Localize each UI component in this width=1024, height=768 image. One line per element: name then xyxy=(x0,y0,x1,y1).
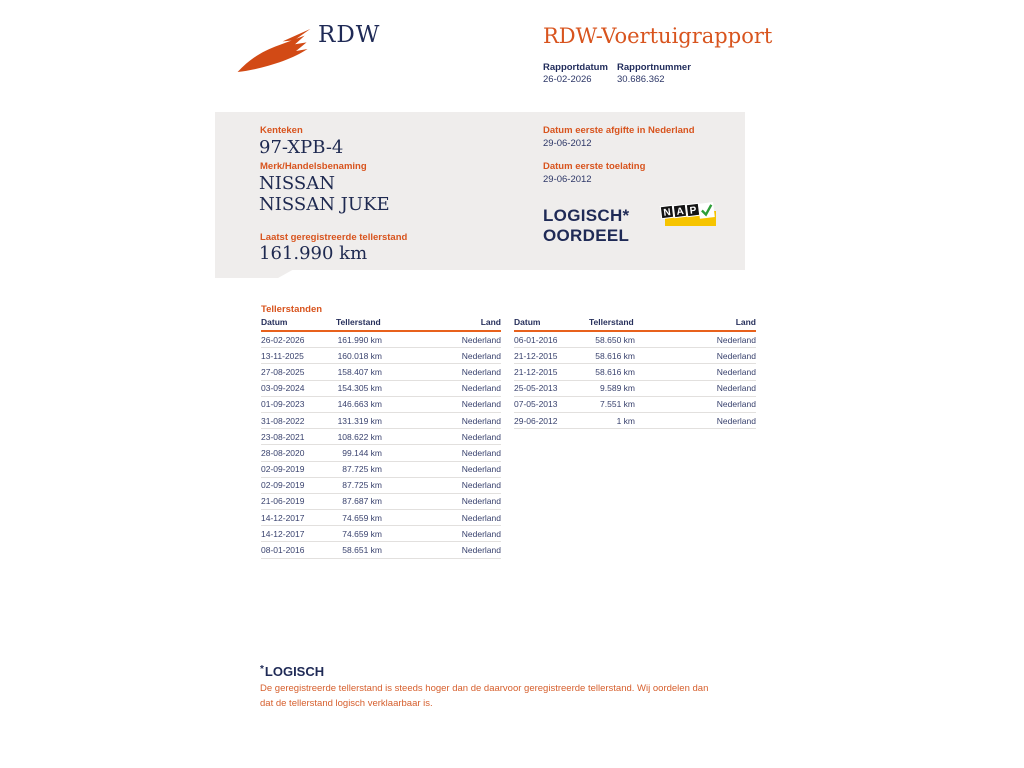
rdw-logo-wing-icon xyxy=(236,27,312,73)
odometer-cell: 146.663 km xyxy=(336,396,382,412)
footnote-title xyxy=(260,664,324,679)
table-row xyxy=(514,331,756,348)
nap-letter-n: N xyxy=(662,207,672,219)
nap-letter-a: A xyxy=(675,206,685,218)
country-cell: Nederland xyxy=(382,542,501,558)
country-cell: Nederland xyxy=(382,493,501,509)
odometer-cell: 154.305 km xyxy=(336,380,382,396)
table-row xyxy=(261,445,501,461)
date-cell: 21-06-2019 xyxy=(261,493,336,509)
column-header-tellerstand: Tellerstand xyxy=(336,317,382,331)
country-cell: Nederland xyxy=(382,331,501,348)
country-cell: Nederland xyxy=(382,510,501,526)
date-cell: 26-02-2026 xyxy=(261,331,336,348)
table-row xyxy=(261,364,501,380)
odometer-cell: 99.144 km xyxy=(336,445,382,461)
table-row xyxy=(261,493,501,509)
country-cell: Nederland xyxy=(635,348,756,364)
date-cell: 01-09-2023 xyxy=(261,396,336,412)
table-row xyxy=(261,461,501,477)
toelating-label: Datum eerste toelating xyxy=(543,161,646,172)
odometer-cell: 58.651 km xyxy=(336,542,382,558)
tellerstand-value: 161.990 km xyxy=(259,243,368,264)
date-cell: 14-12-2017 xyxy=(261,526,336,542)
odometer-cell: 158.407 km xyxy=(336,364,382,380)
table-row xyxy=(261,510,501,526)
odometer-cell: 108.622 km xyxy=(336,429,382,445)
country-cell: Nederland xyxy=(382,380,501,396)
tellerstanden-table-left xyxy=(261,317,501,559)
afgifte-label: Datum eerste afgifte in Nederland xyxy=(543,125,695,136)
table-header-row xyxy=(261,317,501,331)
country-cell: Nederland xyxy=(382,412,501,428)
country-cell: Nederland xyxy=(382,477,501,493)
table-row xyxy=(514,396,756,412)
page-title: RDW-Voertuigrapport xyxy=(543,24,773,48)
report-date-value: 26-02-2026 xyxy=(543,74,592,85)
footnote-title-text: LOGISCH xyxy=(264,664,325,679)
country-cell: Nederland xyxy=(382,445,501,461)
country-cell: Nederland xyxy=(382,364,501,380)
odometer-cell: 58.650 km xyxy=(589,331,635,348)
table-row xyxy=(261,380,501,396)
table-row xyxy=(261,396,501,412)
table-row xyxy=(514,412,756,428)
nap-logo xyxy=(659,202,717,235)
column-header-land: Land xyxy=(382,317,501,331)
column-header-tellerstand: Tellerstand xyxy=(589,317,635,331)
date-cell: 14-12-2017 xyxy=(261,510,336,526)
date-cell: 25-05-2013 xyxy=(514,380,589,396)
country-cell: Nederland xyxy=(382,348,501,364)
merk-value: NISSAN NISSAN JUKE xyxy=(259,173,390,215)
odometer-cell: 87.687 km xyxy=(336,493,382,509)
oordeel-line2: OORDEEL xyxy=(543,226,630,245)
date-cell: 21-12-2015 xyxy=(514,364,589,380)
afgifte-value: 29-06-2012 xyxy=(543,138,592,149)
odometer-cell: 160.018 km xyxy=(336,348,382,364)
tellerstand-label: Laatst geregistreerde tellerstand xyxy=(260,232,408,243)
odometer-cell: 74.659 km xyxy=(336,510,382,526)
date-cell: 06-01-2016 xyxy=(514,331,589,348)
country-cell: Nederland xyxy=(382,429,501,445)
date-cell: 23-08-2021 xyxy=(261,429,336,445)
country-cell: Nederland xyxy=(635,331,756,348)
odometer-cell: 161.990 km xyxy=(336,331,382,348)
footnote-asterisk: * xyxy=(260,664,264,675)
date-cell: 28-08-2020 xyxy=(261,445,336,461)
tellerstanden-table-right xyxy=(514,317,756,429)
country-cell: Nederland xyxy=(382,461,501,477)
table-header-row xyxy=(514,317,756,331)
date-cell: 02-09-2019 xyxy=(261,461,336,477)
odometer-cell: 74.659 km xyxy=(336,526,382,542)
table-row xyxy=(261,412,501,428)
table-row xyxy=(514,380,756,396)
country-cell: Nederland xyxy=(635,380,756,396)
date-cell: 31-08-2022 xyxy=(261,412,336,428)
country-cell: Nederland xyxy=(635,364,756,380)
report-number-value: 30.686.362 xyxy=(617,74,665,85)
date-cell: 21-12-2015 xyxy=(514,348,589,364)
tellerstanden-section-title: Tellerstanden xyxy=(261,304,323,315)
country-cell: Nederland xyxy=(382,396,501,412)
country-cell: Nederland xyxy=(635,396,756,412)
oordeel-line1: LOGISCH* xyxy=(543,206,630,225)
column-header-land: Land xyxy=(635,317,756,331)
column-header-datum: Datum xyxy=(261,317,336,331)
nap-letter-p: P xyxy=(689,205,698,217)
date-cell: 13-11-2025 xyxy=(261,348,336,364)
country-cell: Nederland xyxy=(635,412,756,428)
column-header-datum: Datum xyxy=(514,317,589,331)
date-cell: 07-05-2013 xyxy=(514,396,589,412)
kenteken-value: 97-XPB-4 xyxy=(259,137,344,158)
date-cell: 08-01-2016 xyxy=(261,542,336,558)
rdw-logo-text: RDW xyxy=(318,22,381,48)
table-row xyxy=(261,331,501,348)
oordeel-text xyxy=(543,206,629,246)
nap-check-icon xyxy=(698,202,715,219)
date-cell: 29-06-2012 xyxy=(514,412,589,428)
report-number-label: Rapportnummer xyxy=(617,62,691,73)
table-row xyxy=(261,542,501,558)
table-row xyxy=(261,477,501,493)
date-cell: 27-08-2025 xyxy=(261,364,336,380)
odometer-cell: 58.616 km xyxy=(589,348,635,364)
odometer-cell: 7.551 km xyxy=(589,396,635,412)
date-cell: 02-09-2019 xyxy=(261,477,336,493)
country-cell: Nederland xyxy=(382,526,501,542)
toelating-value: 29-06-2012 xyxy=(543,174,592,185)
table-row xyxy=(261,526,501,542)
odometer-cell: 87.725 km xyxy=(336,477,382,493)
date-cell: 03-09-2024 xyxy=(261,380,336,396)
odometer-cell: 1 km xyxy=(589,412,635,428)
footnote-text: De geregistreerde tellerstand is steeds hoger dan de daarvoor geregistreerde tellerstand. Wij oordelen dan dat de tellerstand logisch verklaarbaar is. xyxy=(260,683,709,709)
table-row xyxy=(261,348,501,364)
report-date-label: Rapportdatum xyxy=(543,62,608,73)
odometer-cell: 9.589 km xyxy=(589,380,635,396)
table-row xyxy=(261,429,501,445)
table-row xyxy=(514,364,756,380)
kenteken-label: Kenteken xyxy=(260,125,303,136)
odometer-cell: 131.319 km xyxy=(336,412,382,428)
table-row xyxy=(514,348,756,364)
odometer-cell: 87.725 km xyxy=(336,461,382,477)
merk-label: Merk/Handelsbenaming xyxy=(260,161,367,172)
odometer-cell: 58.616 km xyxy=(589,364,635,380)
